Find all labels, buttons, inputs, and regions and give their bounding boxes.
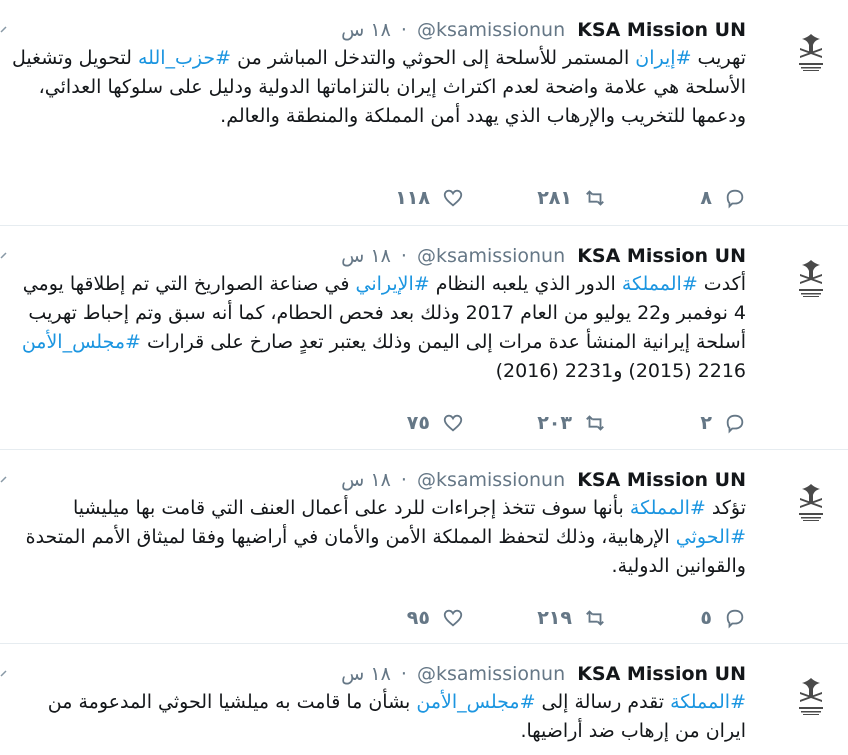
retweet-icon [584, 607, 606, 629]
reply-count: ٢ [700, 412, 712, 434]
author-handle[interactable]: @ksamissionun [416, 19, 566, 41]
chevron-down-icon[interactable] [0, 250, 10, 260]
chevron-down-icon[interactable] [0, 24, 10, 34]
retweet-button[interactable] [537, 604, 606, 632]
author-name[interactable]: KSA Mission UN [577, 245, 746, 267]
author-handle[interactable]: @ksamissionun [416, 245, 566, 267]
reply-button[interactable] [700, 604, 746, 632]
tweet-text-segment: بشأن ما قامت به ميلشيا الحوثي المدعومة من ايران من إرهاب ضد أراضيها. [47, 691, 746, 742]
tweet-header [341, 468, 746, 492]
reply-count: ٥ [700, 607, 712, 629]
tweet-text [10, 270, 746, 386]
avatar[interactable] [788, 30, 834, 76]
tweet-item[interactable] [0, 450, 848, 644]
reply-icon [724, 607, 746, 629]
avatar[interactable] [788, 480, 834, 526]
chevron-down-icon[interactable] [0, 668, 10, 678]
tweet-time[interactable]: ١٨ س [341, 245, 391, 267]
reply-icon [724, 187, 746, 209]
tweet-time[interactable]: ١٨ س [341, 469, 391, 491]
reply-icon [724, 412, 746, 434]
like-button[interactable] [407, 409, 464, 437]
tweet-text-segment: أكدت [697, 273, 746, 295]
tweet-actions [106, 604, 746, 632]
separator-dot: · [400, 19, 407, 41]
heart-icon [442, 607, 464, 629]
tweet-actions [106, 409, 746, 437]
tweet-text-segment: لتحويل وتشغيل الأسلحة هي علامة واضحة لعدم اكتراث إيران بالتزاماتها الدولية ودليل على سلوكها العدائي، ودعمها للتخريب والإرهاب الذي يهدد أمن المملكة والمنطقة والعالم. [11, 47, 746, 127]
tweet-text-segment: 2216 (2015) و2231 (2016) [495, 360, 746, 382]
tweet-actions [106, 184, 746, 212]
author-name[interactable]: KSA Mission UN [577, 469, 746, 491]
reply-count: ٨ [700, 187, 712, 209]
tweet-item[interactable] [0, 226, 848, 450]
retweet-count: ٢٠٣ [537, 412, 572, 434]
separator-dot: · [400, 663, 407, 685]
retweet-icon [584, 412, 606, 434]
tweet-header [341, 662, 746, 686]
chevron-down-icon[interactable] [0, 474, 10, 484]
hashtag-link[interactable]: #حزب_الله [138, 47, 232, 69]
retweet-icon [584, 187, 606, 209]
retweet-count: ٢١٩ [537, 607, 572, 629]
hashtag-link[interactable]: #إيران [635, 47, 692, 69]
heart-icon [442, 412, 464, 434]
tweet-text-segment: في صناعة الصواريخ التي تم إطلاقها يومي 4 نوفمبر و22 يوليو من العام 2017 وذلك بعد فحص الحطام، كما أنه سبق وتم إحباط تهريب أسلحة إيرانية المنشأ عدة مرات إلى اليمن وذلك يعتبر تعدٍ صارخ على قرارات [22, 273, 746, 353]
hashtag-link[interactable]: #المملكة [621, 273, 698, 295]
avatar[interactable] [788, 674, 834, 720]
retweet-count: ٢٨١ [537, 187, 572, 209]
like-button[interactable] [395, 184, 464, 212]
tweet-text-segment: الدور الذي يلعبه النظام [429, 273, 622, 295]
retweet-button[interactable] [537, 409, 606, 437]
hashtag-link[interactable]: #مجلس_الأمن [21, 331, 141, 353]
tweet-item[interactable] [0, 644, 848, 755]
author-handle[interactable]: @ksamissionun [416, 663, 566, 685]
hashtag-link[interactable]: #الإيراني [355, 273, 430, 295]
avatar[interactable] [788, 256, 834, 302]
tweet-header [341, 244, 746, 268]
author-name[interactable]: KSA Mission UN [577, 19, 746, 41]
tweet-text-segment: المستمر للأسلحة إلى الحوثي والتدخل المباشر من [231, 47, 636, 69]
like-count: ٩٥ [406, 607, 430, 629]
reply-button[interactable] [700, 184, 746, 212]
tweet-header [341, 18, 746, 42]
reply-button[interactable] [700, 409, 746, 437]
tweet-time[interactable]: ١٨ س [341, 663, 391, 685]
separator-dot: · [400, 245, 407, 267]
tweet-text-segment: الإرهابية، وذلك لتحفظ المملكة الأمن والأمان في أراضيها وفقا لميثاق الأمم المتحدة والقوانين الدولية. [25, 526, 746, 577]
like-count: ١١٨ [395, 187, 430, 209]
tweet-text [10, 44, 746, 131]
tweet-text-segment: تقدم رسالة إلى [535, 691, 671, 713]
like-button[interactable] [407, 604, 464, 632]
hashtag-link[interactable]: #مجلس_الأمن [416, 691, 536, 713]
tweet-text-segment: تؤكد [705, 497, 746, 519]
tweet-text [10, 494, 746, 581]
hashtag-link[interactable]: #الحوثي [675, 526, 746, 548]
separator-dot: · [400, 469, 407, 491]
tweet-item[interactable] [0, 0, 848, 226]
hashtag-link[interactable]: #المملكة [670, 691, 746, 713]
tweet-text-segment: تهريب [691, 47, 746, 69]
heart-icon [442, 187, 464, 209]
hashtag-link[interactable]: #المملكة [629, 497, 706, 519]
author-handle[interactable]: @ksamissionun [416, 469, 566, 491]
like-count: ٧٥ [406, 412, 430, 434]
tweet-text [10, 688, 746, 746]
author-name[interactable]: KSA Mission UN [577, 663, 746, 685]
retweet-button[interactable] [537, 184, 606, 212]
tweet-text-segment: بأنها سوف تتخذ إجراءات للرد على أعمال العنف التي قامت بها ميليشيا [73, 497, 630, 519]
tweet-time[interactable]: ١٨ س [341, 19, 391, 41]
